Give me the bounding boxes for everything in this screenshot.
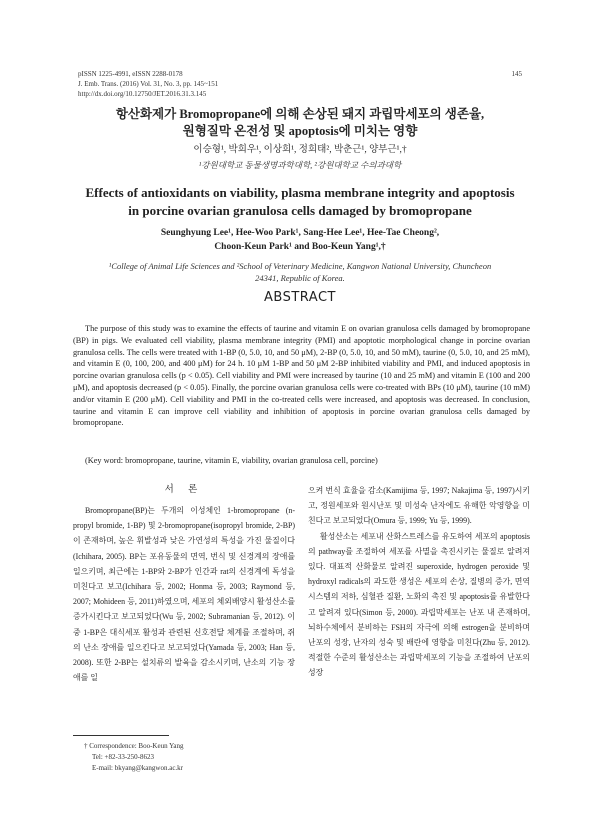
footnote-divider [73,735,169,736]
issn-line: pISSN 1225-4991, eISSN 2288-0178 [78,70,183,78]
abstract-text: The purpose of this study was to examine the effects of taurine and vitamin E on ovarian granulosa cells damaged by bromopropane (BP) in pigs. We evaluated cell viability, plasma membrane integrity (PMI) and apoptotic morphological change in porcine ovarian granulosa cells. The cells were treated with 1-BP (0, 5.0, 10, and 50 μM), 2-BP (0, 5.0, 10, and 50 mM), taurine (0, 5.0, 10, and 25 mM), and vitamin E (0, 100, 200, and 400 μM) for 24 h. 10 μM 1-BP and 50 μM 2-BP inhibited viability and PMI, and induced apoptosis in porcine ovarian granulosa cells (p < 0.05). Cell viability and PMI were increased by taurine (10 and 25 mM) and vitamin E (100 and 200 μM), and apoptosis decreased (p < 0.05). Finally, the porcine ovarian granulosa cells were co-treated with BPs (10 μM), taurine (10 mM) and/or vitamin E (200 μM). Cell viability and PMI in the co-treated cells were increased, and apoptosis was decreased. In conclusion, taurine and vitamin E can improve cell viability and inhibition of apoptosis in porcine ovarian granulosa cells damaged by bromopropane. [73,324,530,428]
keywords: (Key word: bromopropane, taurine, vitamin E, viability, ovarian granulosa cell, porcine) [85,456,378,465]
korean-authors: 이승형¹, 박희우¹, 이상희¹, 정희태², 박춘근¹, 양부근¹,† [193,145,407,155]
korean-title-line-2: 원형질막 온전성 및 apoptosis에 미치는 영향 [182,124,418,138]
korean-title [0,106,600,140]
section-heading-introduction: 서 론 [164,485,204,495]
intro-paragraph-2: 활성산소는 세포내 산화스트레스를 유도하여 세포의 apoptosis의 pathway를 조절하여 세포를 사멸을 촉진시키는 물질로 알려져 있다. 대표적 산화물로 알려진 superoxide, hydrogen peroxide 및 hydroxyl radicals의 과도한 생성은 세포의 손상, 질병의 증가, 면역 시스템의 저하, 심혈관 질환, 노화의 촉진 및 apoptosis를 유발한다고 알려져 있다(Simon 등, 2000). 과립막세포는 난포 내 존재하며, 뇌하수체에서 분비하는 FSH의 자극에 의해 estrogen을 분비하며 난포의 성장, 난자의 성숙 및 배란에 영향을 미친다(Zhu 등, 2012). 적절한 수준의 활성산소는 과립막세포의 기능을 조절하여 난포의 성장 [308,531,530,678]
korean-affiliation: ¹강원대학교 동물생명과학대학, ²강원대학교 수의과대학 [198,160,402,170]
english-authors-line-1: Seunghyung Lee¹, Hee-Woo Park¹, Sang-Hee Lee¹, Hee-Tae Cheong², [160,228,440,238]
english-title [40,184,560,220]
right-column [308,483,530,681]
left-column [73,483,295,685]
correspondence-footnote [84,741,184,774]
english-title-line-1: Effects of antioxidants on viability, plasma membrane integrity and apoptosis [85,185,515,200]
correspondence-email[interactable]: E-mail: bkyang@kangwon.ac.kr [92,764,184,772]
english-authors [60,226,540,254]
journal-header [78,69,522,99]
english-affiliation [70,260,530,284]
english-title-line-2: in porcine ovarian granulosa cells damaged by bromopropane [128,203,472,218]
intro-paragraph-1: Bromopropane(BP)는 두개의 이성체인 1-bromopropane (n-propyl bromide, 1-BP) 및 2-bromopropane(isopropyl bromide, 2-BP)이 존재하며, 높은 휘발성과 낮은 가연성의 특성을 가진 물질이다(Ichihara, 2005). BP는 포유동물의 면역, 번식 및 신경계의 장애를 일으키며, 최근에는 1-BP와 2-BP가 인간과 rat의 신경계에 독성을 미친다고 보고(Ichihara 등, 2002; Honma 등, 2003; Raymond 등, 2007; Mohideen 등, 2011)하였으며, 세포의 체외배양시 활성산소를 증가시킨다고 보고되었다(Wu 등, 2002; Subramanian 등, 2012). 이 중 1-BP은 대식세포 활성과 관련된 신호전달 체계를 조절하며, 쥐의 난소 장애를 일으킨다고 보고되었다(Yamada 등, 2003; Han 등, 2008). 또한 2-BP는 설치류의 발육을 감소시키며, 난소의 기능 장애를 일 [73,506,295,683]
intro-paragraph-1-continued: 으켜 번식 효율을 감소(Kamijima 등, 1997; Nakajima 등, 1997)시키고, 정원세포와 원시난포 및 미성숙 난자에도 유해한 악영향을 미친다고 보고되었다(Omura 등, 1999; Yu 등, 1999). [308,486,530,526]
english-affiliation-line-2: 24341, Republic of Korea. [255,273,345,283]
correspondence-tel: Tel: +82-33-250-8623 [92,753,154,761]
abstract-heading: ABSTRACT [264,290,336,305]
english-affiliation-line-1: ¹College of Animal Life Sciences and ²School of Veterinary Medicine, Kangwon National University, Chuncheon [108,261,492,271]
abstract-body [73,323,530,429]
page-number: 145 [511,70,522,78]
korean-title-line-1: 항산화제가 Bromopropane에 의해 손상된 돼지 과립막세포의 생존율, [115,107,485,121]
doi-link[interactable]: http://dx.doi.org/10.12750/JET.2016.31.3.145 [78,90,207,98]
english-authors-line-2: Choon-Keun Park¹ and Boo-Keun Yang¹,† [214,242,386,252]
citation-line: J. Emb. Trans. (2016) Vol. 31, No. 3, pp. 145~151 [78,80,219,88]
correspondence-name: † Correspondence: Boo-Keun Yang [84,742,184,750]
